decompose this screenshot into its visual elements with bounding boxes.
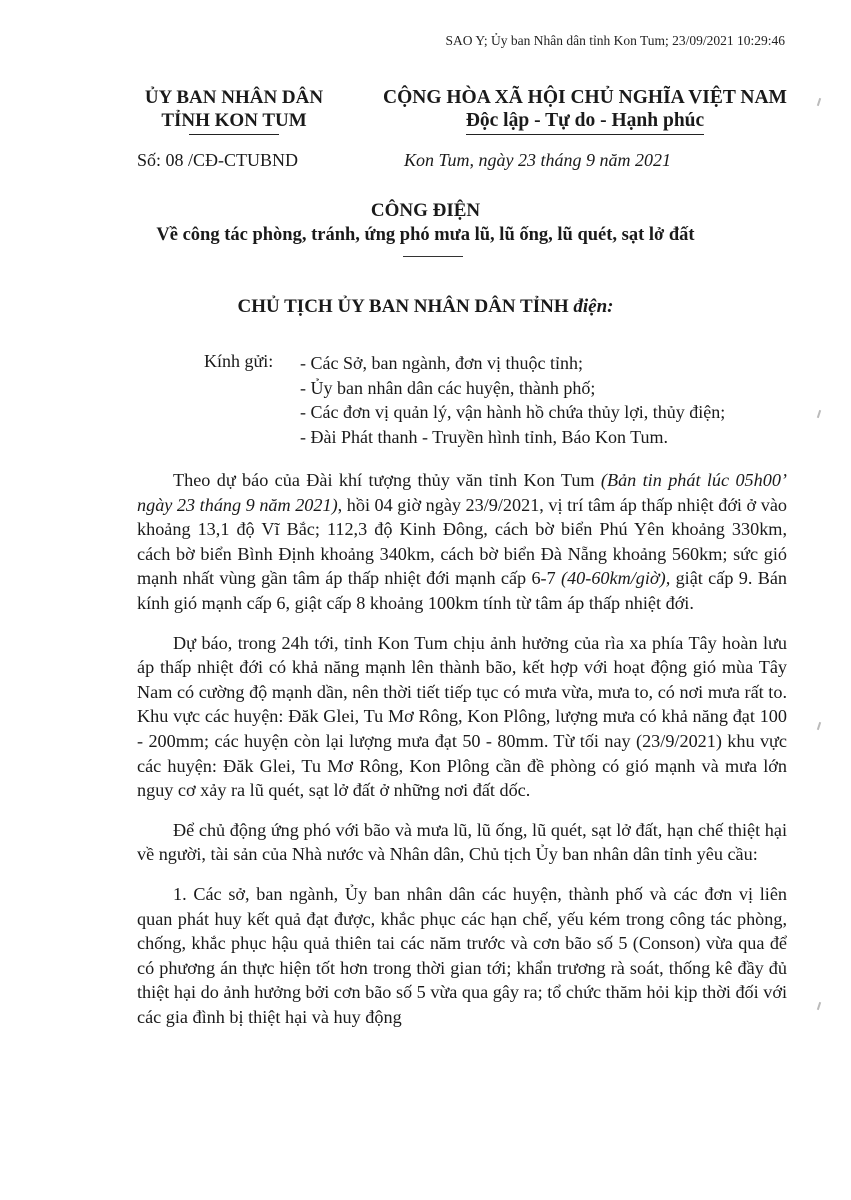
- nation-motto: Độc lập - Tự do - Hạnh phúc: [465, 110, 705, 131]
- recipient-item: - Các đơn vị quản lý, vận hành hồ chứa thủy lợi, thủy điện;: [300, 402, 726, 422]
- paragraph-request: Để chủ động ứng phó với bão và mưa lũ, lũ ống, lũ quét, sạt lở đất, hạn chế thiệt hại về người, tài sản của Nhà nước và Nhân dân, Chủ tịch Ủy ban nhân dân tỉnh yêu cầu:: [137, 819, 787, 865]
- recipient-item: - Đài Phát thanh - Truyền hình tỉnh, Báo Kon Tum.: [300, 426, 669, 447]
- sender-heading-main: CHỦ TỊCH ỦY BAN NHÂN DÂN TỈNH: [237, 296, 574, 317]
- paragraph-item-1: 1. Các sở, ban ngành, Ủy ban nhân dân các huyện, thành phố và các đơn vị liên quan phát huy kết quả đạt được, khắc phục các hạn chế, yếu kém trong công tác phòng, chống, khắc phục hậu quả thiên tai các năm trước và cơn bão số 5 (Conson) vừa qua để có phương án thực hiện tốt hơn trong thời gian tới; khẩn trương rà soát, thống kê đầy đủ thiệt hại do ảnh hưởng bởi cơn bão số 5 vừa qua gây ra; tổ chức thăm hỏi kịp thời đối với các gia đình bị thiệt hại và huy động: [137, 883, 787, 1027]
- subject-underline: [403, 256, 463, 257]
- place-and-date: Kon Tum, ngày 23 tháng 9 năm 2021: [404, 150, 672, 170]
- issuer-block: [118, 86, 350, 132]
- paragraph-text: giật cấp 9. Bán kính gió mạnh cấp 6, giật cấp 8 khoảng 100km tính từ tâm áp thấp nhiệt đới.: [137, 568, 787, 613]
- paragraph-outlook: Dự báo, trong 24h tới, tỉnh Kon Tum chịu ảnh hưởng của rìa xa phía Tây hoàn lưu áp thấp nhiệt đới có khả năng mạnh lên thành bão, kết hợp với hoạt động gió mùa Tây Nam có cường độ mạnh dần, nên thời tiết tiếp tục có mưa vừa, mưa to, có nơi mưa rất to. Khu vực các huyện: Đăk Glei, Tu Mơ Rông, Kon Plông, lượng mưa có khả năng đạt 100 - 200mm; các huyện còn lại lượng mưa đạt 50 - 80mm. Từ tối nay (23/9/2021) khu vực các huyện: Đăk Glei, Tu Mơ Rông, Kon Plông cần đề phòng có gió mạnh và mưa lớn nguy cơ xảy ra lũ quét, sạt lở đất ở những nơi đất dốc.: [137, 632, 787, 801]
- document-body: [137, 468, 787, 1044]
- recipients-label: Kính gửi:: [204, 351, 274, 371]
- scan-mark: [817, 98, 821, 106]
- wind-speed: (40-60km/giờ),: [561, 568, 671, 589]
- recipient-item: - Ủy ban nhân dân các huyện, thành phố;: [300, 377, 596, 398]
- issuer-line-2: TỈNH KON TUM: [161, 110, 307, 131]
- nation-name: CỘNG HÒA XÃ HỘI CHỦ NGHĨA VIỆT NAM: [383, 87, 787, 108]
- document-number: Số: 08 /CĐ-CTUBND: [137, 150, 299, 170]
- recipients-list: [300, 351, 725, 449]
- paragraph-text: Theo dự báo của Đài khí tượng thủy văn tỉnh Kon Tum: [173, 470, 601, 490]
- recipient-item: - Các Sở, ban ngành, đơn vị thuộc tỉnh;: [300, 353, 583, 373]
- document-type: CÔNG ĐIỆN: [370, 200, 481, 221]
- scan-mark: [817, 722, 821, 730]
- bulletin-reference: (Bản tin phát lúc 05h00’ ngày 23 tháng 9 năm 2021): [137, 470, 787, 515]
- scan-mark: [817, 410, 821, 418]
- sender-heading-italic: điện:: [573, 296, 614, 317]
- scan-mark: [817, 1002, 821, 1010]
- digital-copy-stamp: SAO Y; Ủy ban Nhân dân tỉnh Kon Tum; 23/09/2021 10:29:46: [445, 33, 785, 48]
- national-motto-block: [355, 86, 815, 132]
- document-subject: Về công tác phòng, tránh, ứng phó mưa lũ, lũ ống, lũ quét, sạt lở đất: [156, 225, 695, 245]
- paragraph-text: , hồi 04 giờ ngày 23/9/2021, vị trí tâm áp thấp nhiệt đới ở vào khoảng 13,1 độ Vĩ Bắc; 112,3 độ Kinh Đông, cách bờ biển Phú Yên khoảng 330km, cách bờ biển Bình Định khoảng 340km, cách bờ biển Đà Nẵng khoảng 560km; sức gió mạnh nhất vùng gần tâm áp thấp nhiệt đới mạnh cấp 6-7: [137, 494, 787, 589]
- issuer-line-1: ỦY BAN NHÂN DÂN: [144, 87, 324, 108]
- sender-heading: [0, 296, 851, 318]
- paragraph-forecast: [137, 468, 787, 616]
